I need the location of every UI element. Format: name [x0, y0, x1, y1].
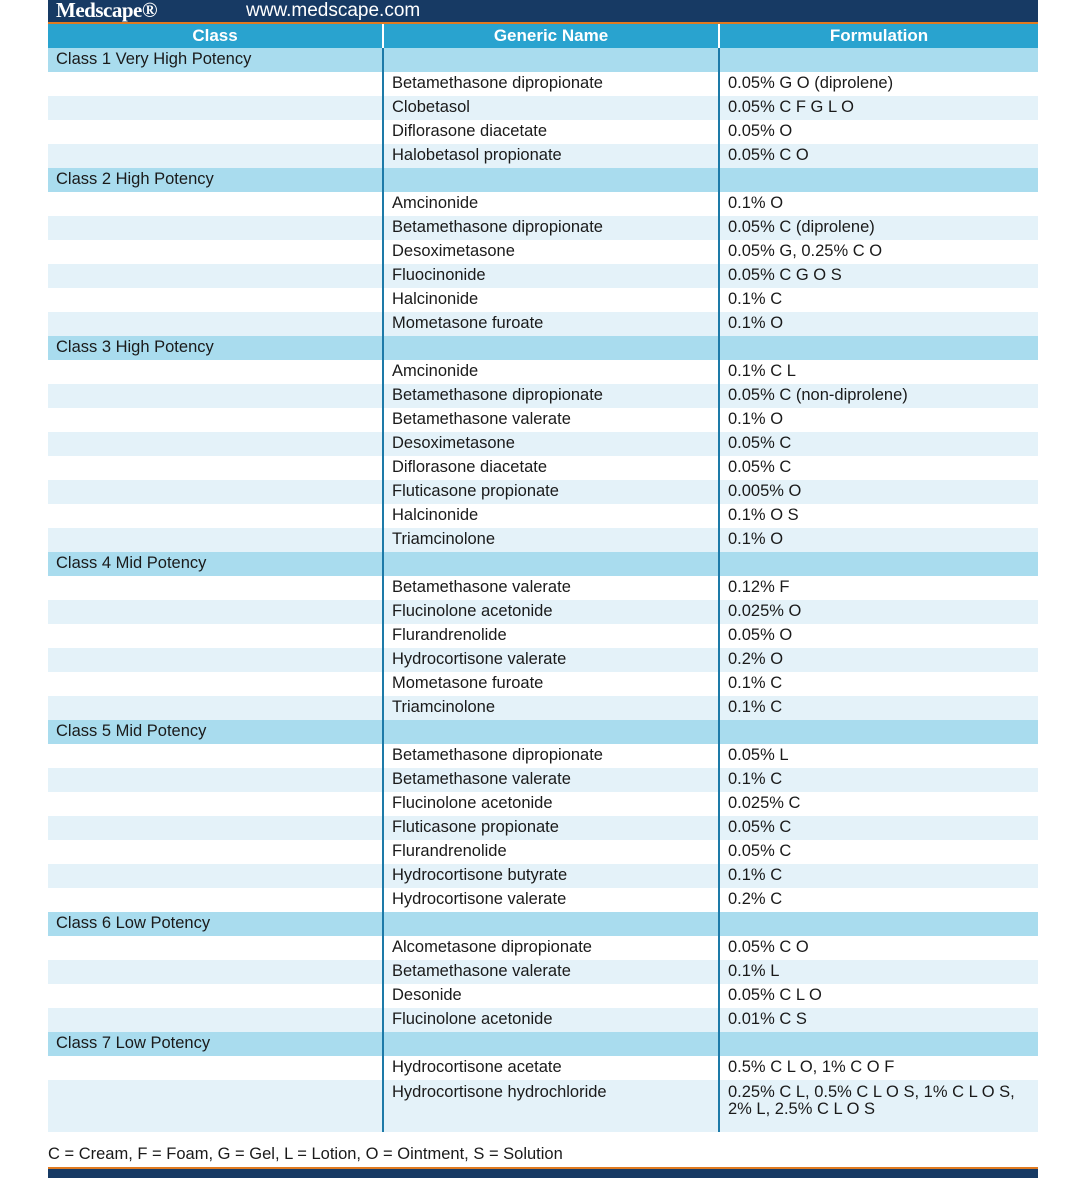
empty-cell — [48, 1008, 383, 1032]
empty-cell — [48, 816, 383, 840]
table-row — [48, 744, 1038, 768]
formulation-cell: 0.1% O — [719, 192, 1038, 216]
empty-cell — [48, 384, 383, 408]
table-row — [48, 264, 1038, 288]
class-row — [48, 720, 1038, 744]
empty-cell — [48, 432, 383, 456]
empty-cell — [48, 480, 383, 504]
formulation-cell: 0.05% O — [719, 624, 1038, 648]
generic-name-cell: Flurandrenolide — [383, 840, 719, 864]
generic-name-cell: Triamcinolone — [383, 528, 719, 552]
table-row — [48, 480, 1038, 504]
empty-cell — [383, 48, 719, 72]
abbreviation-legend: C = Cream, F = Foam, G = Gel, L = Lotion, O = Ointment, S = Solution — [48, 1145, 563, 1163]
generic-name-cell: Halobetasol propionate — [383, 144, 719, 168]
table-row — [48, 144, 1038, 168]
table-row — [48, 672, 1038, 696]
table-row — [48, 408, 1038, 432]
table-row — [48, 624, 1038, 648]
site-url[interactable]: www.medscape.com — [246, 0, 421, 21]
table-row — [48, 312, 1038, 336]
formulation-cell: 0.12% F — [719, 576, 1038, 600]
empty-cell — [48, 576, 383, 600]
empty-cell — [48, 864, 383, 888]
generic-name-cell: Fluocinonide — [383, 264, 719, 288]
formulation-cell: 0.05% L — [719, 744, 1038, 768]
table-row — [48, 216, 1038, 240]
class-row — [48, 912, 1038, 936]
table-header-row — [48, 24, 1038, 48]
empty-cell — [48, 792, 383, 816]
formulation-cell: 0.05% G O (diprolene) — [719, 72, 1038, 96]
empty-cell — [719, 336, 1038, 360]
generic-name-cell: Fluticasone propionate — [383, 480, 719, 504]
empty-cell — [383, 1032, 719, 1056]
empty-cell — [48, 624, 383, 648]
column-header-generic-name: Generic Name — [383, 24, 719, 48]
potency-table — [48, 24, 1038, 1132]
table-row — [48, 888, 1038, 912]
empty-cell — [48, 696, 383, 720]
table-row — [48, 984, 1038, 1008]
generic-name-cell: Mometasone furoate — [383, 672, 719, 696]
empty-cell — [48, 744, 383, 768]
generic-name-cell: Betamethasone dipropionate — [383, 384, 719, 408]
formulation-cell: 0.05% C — [719, 840, 1038, 864]
empty-cell — [719, 48, 1038, 72]
table-row — [48, 96, 1038, 120]
empty-cell — [383, 552, 719, 576]
header-bar — [48, 0, 1038, 22]
empty-cell — [48, 96, 383, 120]
table-row — [48, 192, 1038, 216]
empty-cell — [48, 144, 383, 168]
class-row — [48, 1032, 1038, 1056]
formulation-cell: 0.1% C — [719, 672, 1038, 696]
formulation-cell: 0.1% O S — [719, 504, 1038, 528]
generic-name-cell: Amcinonide — [383, 360, 719, 384]
generic-name-cell: Halcinonide — [383, 504, 719, 528]
empty-cell — [48, 600, 383, 624]
table-row — [48, 576, 1038, 600]
generic-name-cell: Hydrocortisone acetate — [383, 1056, 719, 1080]
formulation-cell: 0.025% C — [719, 792, 1038, 816]
empty-cell — [383, 720, 719, 744]
empty-cell — [48, 936, 383, 960]
empty-cell — [48, 360, 383, 384]
column-header-class: Class — [48, 24, 383, 48]
empty-cell — [383, 336, 719, 360]
formulation-cell: 0.05% C — [719, 456, 1038, 480]
table-row — [48, 528, 1038, 552]
generic-name-cell: Desoximetasone — [383, 240, 719, 264]
formulation-cell: 0.1% L — [719, 960, 1038, 984]
formulation-cell: 0.1% C — [719, 696, 1038, 720]
generic-name-cell: Betamethasone valerate — [383, 960, 719, 984]
medscape-logo[interactable]: Medscape® — [56, 0, 158, 22]
table-row — [48, 600, 1038, 624]
empty-cell — [48, 960, 383, 984]
table-row — [48, 72, 1038, 96]
table-row — [48, 960, 1038, 984]
empty-cell — [48, 504, 383, 528]
generic-name-cell: Betamethasone dipropionate — [383, 744, 719, 768]
empty-cell — [48, 288, 383, 312]
column-header-formulation: Formulation — [719, 24, 1038, 48]
table-row — [48, 432, 1038, 456]
table-row — [48, 1008, 1038, 1032]
class-label: Class 6 Low Potency — [48, 912, 383, 936]
formulation-cell: 0.05% C L O — [719, 984, 1038, 1008]
formulation-cell: 0.05% C — [719, 816, 1038, 840]
table-row — [48, 792, 1038, 816]
table-row — [48, 816, 1038, 840]
generic-name-cell: Alcometasone dipropionate — [383, 936, 719, 960]
empty-cell — [48, 648, 383, 672]
empty-cell — [719, 1032, 1038, 1056]
empty-cell — [719, 720, 1038, 744]
generic-name-cell: Hydrocortisone valerate — [383, 888, 719, 912]
empty-cell — [48, 768, 383, 792]
table-row — [48, 120, 1038, 144]
formulation-cell: 0.1% C — [719, 864, 1038, 888]
formulation-cell: 0.05% C (diprolene) — [719, 216, 1038, 240]
formulation-cell: 0.05% C O — [719, 144, 1038, 168]
formulation-cell: 0.1% O — [719, 408, 1038, 432]
generic-name-cell: Mometasone furoate — [383, 312, 719, 336]
empty-cell — [48, 672, 383, 696]
generic-name-cell: Halcinonide — [383, 288, 719, 312]
empty-cell — [48, 408, 383, 432]
table-row — [48, 864, 1038, 888]
generic-name-cell: Clobetasol — [383, 96, 719, 120]
table-row — [48, 936, 1038, 960]
formulation-cell: 0.1% C — [719, 288, 1038, 312]
formulation-cell: 0.005% O — [719, 480, 1038, 504]
class-label: Class 7 Low Potency — [48, 1032, 383, 1056]
table-row — [48, 456, 1038, 480]
class-row — [48, 336, 1038, 360]
empty-cell — [48, 192, 383, 216]
generic-name-cell: Diflorasone diacetate — [383, 120, 719, 144]
generic-name-cell: Desonide — [383, 984, 719, 1008]
footer-bar — [48, 1169, 1038, 1178]
generic-name-cell: Betamethasone valerate — [383, 408, 719, 432]
class-label: Class 3 High Potency — [48, 336, 383, 360]
empty-cell — [48, 528, 383, 552]
formulation-cell: 0.1% O — [719, 528, 1038, 552]
table-row — [48, 1056, 1038, 1080]
empty-cell — [48, 984, 383, 1008]
table-row — [48, 384, 1038, 408]
table-row — [48, 768, 1038, 792]
formulation-cell: 0.05% C (non-diprolene) — [719, 384, 1038, 408]
class-row — [48, 552, 1038, 576]
formulation-cell: 0.05% C O — [719, 936, 1038, 960]
table-row — [48, 360, 1038, 384]
generic-name-cell: Flucinolone acetonide — [383, 1008, 719, 1032]
empty-cell — [383, 168, 719, 192]
formulation-cell: 0.05% C F G L O — [719, 96, 1038, 120]
table-row — [48, 1080, 1038, 1132]
empty-cell — [48, 1056, 383, 1080]
empty-cell — [48, 120, 383, 144]
empty-cell — [48, 840, 383, 864]
table-row — [48, 696, 1038, 720]
formulation-cell: 0.25% C L, 0.5% C L O S, 1% C L O S, 2% L, 2.5% C L O S — [719, 1080, 1038, 1132]
formulation-cell: 0.1% C L — [719, 360, 1038, 384]
generic-name-cell: Triamcinolone — [383, 696, 719, 720]
table-row — [48, 288, 1038, 312]
generic-name-cell: Hydrocortisone butyrate — [383, 864, 719, 888]
generic-name-cell: Desoximetasone — [383, 432, 719, 456]
empty-cell — [48, 456, 383, 480]
class-row — [48, 48, 1038, 72]
formulation-cell: 0.2% C — [719, 888, 1038, 912]
class-label: Class 1 Very High Potency — [48, 48, 383, 72]
class-label: Class 2 High Potency — [48, 168, 383, 192]
generic-name-cell: Hydrocortisone valerate — [383, 648, 719, 672]
formulation-cell: 0.5% C L O, 1% C O F — [719, 1056, 1038, 1080]
generic-name-cell: Amcinonide — [383, 192, 719, 216]
formulation-cell: 0.2% O — [719, 648, 1038, 672]
formulation-cell: 0.05% C — [719, 432, 1038, 456]
empty-cell — [383, 912, 719, 936]
generic-name-cell: Flurandrenolide — [383, 624, 719, 648]
empty-cell — [48, 312, 383, 336]
generic-name-cell: Diflorasone diacetate — [383, 456, 719, 480]
empty-cell — [48, 72, 383, 96]
class-label: Class 4 Mid Potency — [48, 552, 383, 576]
generic-name-cell: Betamethasone valerate — [383, 576, 719, 600]
empty-cell — [719, 168, 1038, 192]
table-row — [48, 840, 1038, 864]
formulation-cell: 0.05% C G O S — [719, 264, 1038, 288]
generic-name-cell: Hydrocortisone hydrochloride — [383, 1080, 719, 1132]
empty-cell — [48, 216, 383, 240]
empty-cell — [48, 264, 383, 288]
table-row — [48, 648, 1038, 672]
generic-name-cell: Betamethasone valerate — [383, 768, 719, 792]
formulation-cell: 0.1% C — [719, 768, 1038, 792]
empty-cell — [719, 912, 1038, 936]
generic-name-cell: Fluticasone propionate — [383, 816, 719, 840]
generic-name-cell: Flucinolone acetonide — [383, 600, 719, 624]
generic-name-cell: Betamethasone dipropionate — [383, 72, 719, 96]
empty-cell — [719, 552, 1038, 576]
generic-name-cell: Betamethasone dipropionate — [383, 216, 719, 240]
class-row — [48, 168, 1038, 192]
formulation-cell: 0.1% O — [719, 312, 1038, 336]
formulation-cell: 0.05% G, 0.25% C O — [719, 240, 1038, 264]
empty-cell — [48, 1080, 383, 1132]
table-row — [48, 504, 1038, 528]
empty-cell — [48, 240, 383, 264]
empty-cell — [48, 888, 383, 912]
formulation-cell: 0.05% O — [719, 120, 1038, 144]
table-row — [48, 240, 1038, 264]
table-body — [48, 48, 1038, 1132]
class-label: Class 5 Mid Potency — [48, 720, 383, 744]
generic-name-cell: Flucinolone acetonide — [383, 792, 719, 816]
formulation-cell: 0.025% O — [719, 600, 1038, 624]
formulation-cell: 0.01% C S — [719, 1008, 1038, 1032]
